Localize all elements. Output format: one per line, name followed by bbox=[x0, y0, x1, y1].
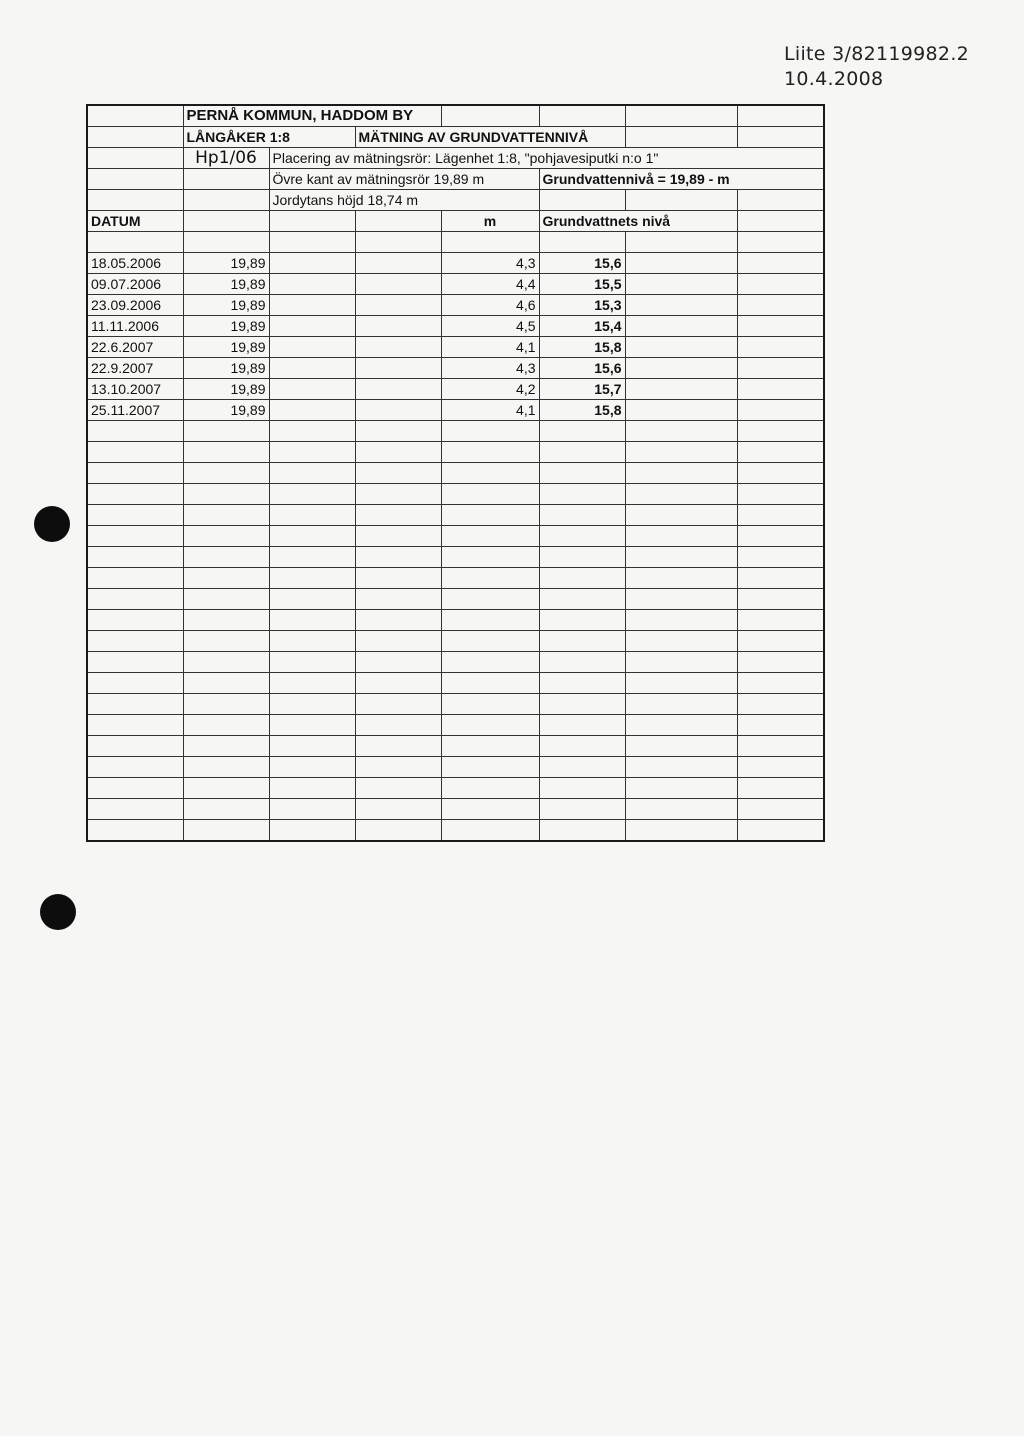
placement-text: Placering av mätningsrör: Lägenhet 1:8, "pohjavesiputki n:o 1" bbox=[269, 148, 824, 169]
empty-cell bbox=[355, 442, 441, 463]
row-blank bbox=[355, 316, 441, 337]
empty-cell bbox=[441, 547, 539, 568]
empty-cell bbox=[625, 694, 737, 715]
empty-cell bbox=[269, 631, 355, 652]
empty-cell bbox=[441, 673, 539, 694]
empty-cell bbox=[355, 820, 441, 842]
empty-row bbox=[87, 799, 824, 820]
empty-cell bbox=[625, 589, 737, 610]
empty-cell bbox=[269, 652, 355, 673]
empty-cell bbox=[737, 463, 824, 484]
measurement-row bbox=[87, 400, 824, 421]
header-row-pipe-top bbox=[87, 169, 824, 190]
row-date: 22.9.2007 bbox=[87, 358, 183, 379]
empty-cell bbox=[183, 757, 269, 778]
measurement-rows bbox=[87, 253, 824, 421]
empty-row bbox=[87, 505, 824, 526]
empty-cell bbox=[87, 463, 183, 484]
empty-row bbox=[87, 631, 824, 652]
empty-cell bbox=[87, 778, 183, 799]
empty-cell bbox=[269, 463, 355, 484]
empty-cell bbox=[625, 442, 737, 463]
empty-cell bbox=[539, 610, 625, 631]
column-header-level: Grundvattnets nivå bbox=[539, 211, 737, 232]
row-pipe-top: 19,89 bbox=[183, 274, 269, 295]
empty-row bbox=[87, 547, 824, 568]
empty-cell bbox=[539, 526, 625, 547]
row-blank bbox=[625, 316, 737, 337]
empty-cell bbox=[183, 610, 269, 631]
row-blank bbox=[269, 274, 355, 295]
empty-cell bbox=[87, 568, 183, 589]
empty-cell bbox=[539, 421, 625, 442]
row-blank bbox=[269, 379, 355, 400]
empty-cell bbox=[269, 505, 355, 526]
empty-cell bbox=[269, 526, 355, 547]
empty-cell bbox=[355, 694, 441, 715]
empty-cell bbox=[625, 715, 737, 736]
empty-cell bbox=[441, 589, 539, 610]
empty-cell bbox=[441, 526, 539, 547]
empty-cell bbox=[441, 694, 539, 715]
empty-cell bbox=[737, 631, 824, 652]
empty-cell bbox=[737, 715, 824, 736]
empty-cell bbox=[87, 820, 183, 842]
attachment-annotation bbox=[784, 42, 969, 92]
empty-row bbox=[87, 652, 824, 673]
empty-cell bbox=[87, 484, 183, 505]
empty-cell bbox=[539, 484, 625, 505]
empty-cell bbox=[539, 652, 625, 673]
row-level: 15,7 bbox=[539, 379, 625, 400]
empty-cell bbox=[441, 757, 539, 778]
empty-cell bbox=[87, 757, 183, 778]
row-blank bbox=[355, 253, 441, 274]
empty-cell bbox=[441, 463, 539, 484]
row-level: 15,3 bbox=[539, 295, 625, 316]
empty-cell bbox=[737, 820, 824, 842]
empty-cell bbox=[269, 442, 355, 463]
empty-cell bbox=[87, 505, 183, 526]
empty-cell bbox=[441, 715, 539, 736]
row-depth: 4,1 bbox=[441, 400, 539, 421]
empty-cell bbox=[737, 799, 824, 820]
empty-cell bbox=[441, 484, 539, 505]
measurement-row bbox=[87, 253, 824, 274]
empty-cell bbox=[737, 421, 824, 442]
row-blank bbox=[625, 253, 737, 274]
row-blank bbox=[737, 274, 824, 295]
empty-cell bbox=[183, 547, 269, 568]
row-blank bbox=[269, 295, 355, 316]
empty-cell bbox=[183, 442, 269, 463]
empty-cell bbox=[737, 505, 824, 526]
empty-cell bbox=[355, 547, 441, 568]
empty-cell bbox=[441, 631, 539, 652]
measurement-row bbox=[87, 295, 824, 316]
empty-cell bbox=[269, 421, 355, 442]
row-date: 22.6.2007 bbox=[87, 337, 183, 358]
row-blank bbox=[355, 379, 441, 400]
empty-row bbox=[87, 757, 824, 778]
empty-cell bbox=[441, 820, 539, 842]
row-depth: 4,4 bbox=[441, 274, 539, 295]
empty-cell bbox=[355, 421, 441, 442]
row-blank bbox=[269, 253, 355, 274]
empty-cell bbox=[355, 673, 441, 694]
empty-cell bbox=[539, 820, 625, 842]
header-row-placement bbox=[87, 148, 824, 169]
empty-cell bbox=[539, 673, 625, 694]
empty-row bbox=[87, 736, 824, 757]
empty-cell bbox=[87, 526, 183, 547]
empty-cell bbox=[269, 715, 355, 736]
empty-cell bbox=[355, 778, 441, 799]
empty-cell bbox=[183, 652, 269, 673]
row-level: 15,4 bbox=[539, 316, 625, 337]
empty-cell bbox=[269, 694, 355, 715]
empty-cell bbox=[625, 778, 737, 799]
empty-cell bbox=[183, 715, 269, 736]
row-pipe-top: 19,89 bbox=[183, 295, 269, 316]
empty-cell bbox=[737, 673, 824, 694]
empty-cell bbox=[87, 715, 183, 736]
row-level: 15,6 bbox=[539, 358, 625, 379]
empty-cell bbox=[737, 442, 824, 463]
row-blank bbox=[269, 337, 355, 358]
row-blank bbox=[737, 337, 824, 358]
empty-cell bbox=[87, 631, 183, 652]
row-level: 15,5 bbox=[539, 274, 625, 295]
row-blank bbox=[355, 400, 441, 421]
empty-cell bbox=[539, 799, 625, 820]
empty-cell bbox=[539, 463, 625, 484]
empty-cell bbox=[441, 652, 539, 673]
empty-cell bbox=[441, 736, 539, 757]
empty-cell bbox=[183, 421, 269, 442]
row-date: 18.05.2006 bbox=[87, 253, 183, 274]
empty-cell bbox=[355, 484, 441, 505]
row-level: 15,8 bbox=[539, 337, 625, 358]
attachment-ref: Liite 3/82119982.2 bbox=[784, 43, 970, 65]
empty-cell bbox=[269, 736, 355, 757]
empty-rows bbox=[87, 421, 824, 842]
empty-cell bbox=[539, 694, 625, 715]
empty-cell bbox=[355, 652, 441, 673]
row-blank bbox=[737, 316, 824, 337]
empty-cell bbox=[87, 547, 183, 568]
empty-cell bbox=[539, 547, 625, 568]
row-date: 11.11.2006 bbox=[87, 316, 183, 337]
empty-cell bbox=[539, 736, 625, 757]
empty-cell bbox=[625, 610, 737, 631]
empty-row bbox=[87, 778, 824, 799]
empty-cell bbox=[183, 820, 269, 842]
row-blank bbox=[737, 400, 824, 421]
empty-cell bbox=[625, 631, 737, 652]
empty-cell bbox=[269, 484, 355, 505]
row-blank bbox=[355, 337, 441, 358]
row-blank bbox=[625, 274, 737, 295]
empty-row bbox=[87, 673, 824, 694]
empty-cell bbox=[625, 757, 737, 778]
header-row-municipality bbox=[87, 105, 824, 127]
empty-cell bbox=[269, 568, 355, 589]
empty-row bbox=[87, 694, 824, 715]
empty-cell bbox=[737, 484, 824, 505]
row-pipe-top: 19,89 bbox=[183, 400, 269, 421]
empty-cell bbox=[737, 568, 824, 589]
empty-cell bbox=[355, 526, 441, 547]
empty-cell bbox=[87, 652, 183, 673]
empty-cell bbox=[625, 568, 737, 589]
groundwater-table bbox=[86, 104, 825, 842]
empty-cell bbox=[87, 694, 183, 715]
empty-cell bbox=[355, 505, 441, 526]
empty-row bbox=[87, 715, 824, 736]
empty-cell bbox=[441, 799, 539, 820]
empty-cell bbox=[183, 694, 269, 715]
empty-cell bbox=[87, 421, 183, 442]
row-depth: 4,6 bbox=[441, 295, 539, 316]
row-blank bbox=[355, 295, 441, 316]
empty-cell bbox=[539, 715, 625, 736]
column-header-row bbox=[87, 211, 824, 232]
empty-cell bbox=[737, 610, 824, 631]
row-blank bbox=[625, 295, 737, 316]
punch-hole-lower bbox=[40, 894, 76, 930]
level-formula: Grundvattennivå = 19,89 - m bbox=[539, 169, 824, 190]
measurement-row bbox=[87, 358, 824, 379]
empty-row bbox=[87, 484, 824, 505]
empty-cell bbox=[355, 631, 441, 652]
well-code: Hp1/06 bbox=[183, 148, 269, 169]
empty-cell bbox=[625, 421, 737, 442]
empty-cell bbox=[441, 505, 539, 526]
row-blank bbox=[737, 379, 824, 400]
empty-cell bbox=[737, 652, 824, 673]
measurement-row bbox=[87, 379, 824, 400]
row-blank bbox=[737, 253, 824, 274]
attachment-date: 10.4.2008 bbox=[784, 68, 884, 90]
row-blank bbox=[737, 358, 824, 379]
empty-row bbox=[87, 820, 824, 842]
row-blank bbox=[625, 337, 737, 358]
row-blank bbox=[355, 274, 441, 295]
empty-row bbox=[87, 568, 824, 589]
row-date: 25.11.2007 bbox=[87, 400, 183, 421]
empty-cell bbox=[87, 736, 183, 757]
pipe-top-text: Övre kant av mätningsrör 19,89 m bbox=[269, 169, 539, 190]
empty-cell bbox=[625, 547, 737, 568]
empty-cell bbox=[183, 484, 269, 505]
row-pipe-top: 19,89 bbox=[183, 358, 269, 379]
row-date: 13.10.2007 bbox=[87, 379, 183, 400]
empty-cell bbox=[737, 736, 824, 757]
empty-row bbox=[87, 589, 824, 610]
row-blank bbox=[737, 295, 824, 316]
empty-cell bbox=[87, 442, 183, 463]
empty-cell bbox=[183, 589, 269, 610]
row-blank bbox=[625, 400, 737, 421]
empty-cell bbox=[539, 568, 625, 589]
column-header-date: DATUM bbox=[87, 211, 183, 232]
punch-hole-upper bbox=[34, 506, 70, 542]
column-header-depth: m bbox=[441, 211, 539, 232]
empty-cell bbox=[539, 589, 625, 610]
empty-cell bbox=[441, 778, 539, 799]
measurement-row bbox=[87, 274, 824, 295]
empty-row bbox=[87, 610, 824, 631]
row-date: 23.09.2006 bbox=[87, 295, 183, 316]
empty-cell bbox=[737, 589, 824, 610]
measurement-row bbox=[87, 316, 824, 337]
empty-cell bbox=[183, 736, 269, 757]
header-row-ground bbox=[87, 190, 824, 211]
empty-cell bbox=[539, 442, 625, 463]
empty-cell bbox=[539, 505, 625, 526]
empty-cell bbox=[625, 463, 737, 484]
empty-cell bbox=[737, 778, 824, 799]
row-level: 15,8 bbox=[539, 400, 625, 421]
row-blank bbox=[269, 358, 355, 379]
empty-cell bbox=[355, 715, 441, 736]
empty-cell bbox=[441, 442, 539, 463]
empty-row bbox=[87, 421, 824, 442]
empty-cell bbox=[183, 799, 269, 820]
empty-cell bbox=[441, 421, 539, 442]
empty-cell bbox=[183, 673, 269, 694]
row-depth: 4,3 bbox=[441, 358, 539, 379]
row-blank bbox=[625, 358, 737, 379]
empty-cell bbox=[625, 820, 737, 842]
row-blank bbox=[355, 358, 441, 379]
row-depth: 4,2 bbox=[441, 379, 539, 400]
empty-cell bbox=[183, 463, 269, 484]
row-pipe-top: 19,89 bbox=[183, 379, 269, 400]
empty-cell bbox=[269, 757, 355, 778]
empty-cell bbox=[355, 736, 441, 757]
empty-cell bbox=[87, 799, 183, 820]
empty-cell bbox=[737, 694, 824, 715]
empty-cell bbox=[87, 589, 183, 610]
empty-cell bbox=[539, 757, 625, 778]
empty-cell bbox=[625, 505, 737, 526]
empty-cell bbox=[355, 589, 441, 610]
empty-cell bbox=[183, 631, 269, 652]
empty-cell bbox=[269, 799, 355, 820]
property-label: LÅNGÅKER 1:8 bbox=[183, 127, 355, 148]
spacer-row bbox=[87, 232, 824, 253]
empty-cell bbox=[625, 652, 737, 673]
row-blank bbox=[269, 316, 355, 337]
empty-cell bbox=[183, 568, 269, 589]
measurement-title: MÄTNING AV GRUNDVATTENNIVÅ bbox=[355, 127, 625, 148]
row-depth: 4,3 bbox=[441, 253, 539, 274]
row-blank bbox=[269, 400, 355, 421]
empty-cell bbox=[87, 673, 183, 694]
empty-cell bbox=[625, 673, 737, 694]
empty-cell bbox=[269, 589, 355, 610]
empty-cell bbox=[539, 778, 625, 799]
row-pipe-top: 19,89 bbox=[183, 337, 269, 358]
empty-cell bbox=[87, 610, 183, 631]
empty-cell bbox=[269, 673, 355, 694]
row-pipe-top: 19,89 bbox=[183, 253, 269, 274]
empty-cell bbox=[625, 736, 737, 757]
empty-cell bbox=[269, 778, 355, 799]
empty-cell bbox=[183, 505, 269, 526]
row-depth: 4,1 bbox=[441, 337, 539, 358]
ground-height-text: Jordytans höjd 18,74 m bbox=[269, 190, 539, 211]
empty-cell bbox=[737, 757, 824, 778]
empty-cell bbox=[441, 610, 539, 631]
empty-cell bbox=[269, 610, 355, 631]
empty-cell bbox=[269, 820, 355, 842]
empty-cell bbox=[355, 568, 441, 589]
empty-cell bbox=[737, 526, 824, 547]
empty-cell bbox=[355, 463, 441, 484]
row-depth: 4,5 bbox=[441, 316, 539, 337]
row-level: 15,6 bbox=[539, 253, 625, 274]
empty-cell bbox=[355, 757, 441, 778]
row-pipe-top: 19,89 bbox=[183, 316, 269, 337]
row-blank bbox=[625, 379, 737, 400]
empty-cell bbox=[183, 778, 269, 799]
empty-cell bbox=[183, 526, 269, 547]
empty-cell bbox=[355, 799, 441, 820]
empty-cell bbox=[625, 526, 737, 547]
municipality-title: PERNÅ KOMMUN, HADDOM BY bbox=[183, 105, 441, 127]
empty-row bbox=[87, 526, 824, 547]
empty-cell bbox=[625, 484, 737, 505]
empty-cell bbox=[737, 547, 824, 568]
empty-cell bbox=[269, 547, 355, 568]
empty-row bbox=[87, 463, 824, 484]
empty-cell bbox=[355, 610, 441, 631]
empty-cell bbox=[441, 568, 539, 589]
empty-cell bbox=[539, 631, 625, 652]
measurement-row bbox=[87, 337, 824, 358]
empty-row bbox=[87, 442, 824, 463]
empty-cell bbox=[625, 799, 737, 820]
header-row-property bbox=[87, 127, 824, 148]
row-date: 09.07.2006 bbox=[87, 274, 183, 295]
